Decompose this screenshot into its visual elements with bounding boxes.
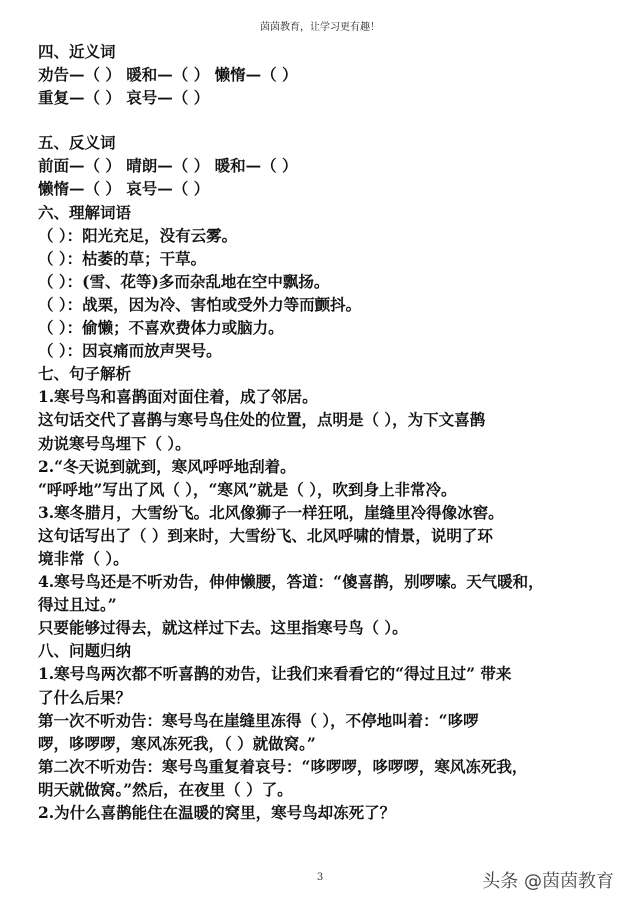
text-line: 啰，哆啰啰，寒风冻死我，（ ）就做窝。”: [38, 733, 316, 753]
text-line: 劝说寒号鸟埋下（ ）。: [38, 433, 191, 453]
text-line: 2.为什么喜鹊能住在温暖的窝里，寒号鸟却冻死了？: [38, 803, 396, 822]
text-line: （ ）：阳光充足，没有云雾。: [38, 225, 238, 245]
text-line: 明天就做窝。”然后，在夜里（ ）了。: [38, 779, 293, 799]
text-line: 懒惰—（ ） 哀号—（ ）: [38, 179, 210, 199]
watermark: 头条 @茵茵教育: [482, 871, 614, 892]
text-line: 五、反义词: [38, 133, 116, 153]
text-line: 八、问题归纳: [38, 641, 132, 661]
text-line: 4.寒号鸟还是不听劝告，伸伸懒腰，答道：“傻喜鹊，别啰嗦。天气暖和，: [38, 572, 544, 592]
text-line: 第二次不听劝告：寒号鸟重复着哀号：“哆啰啰，哆啰啰，寒风冻死我，: [38, 756, 528, 776]
text-line: 这句话写出了（ ）到来时，大雪纷飞、北风呼啸的情景，说明了环: [38, 525, 493, 545]
text-line: 1.寒号鸟两次都不听喜鹊的劝告，让我们来看看它的“得过且过” 带来: [38, 664, 512, 684]
text-line: 只要能够过得去，就这样过下去。这里指寒号鸟（ ）。: [38, 618, 408, 638]
text-line: 1.寒号鸟和喜鹊面对面住着，成了邻居。: [38, 387, 318, 407]
text-line: 境非常（ ）。: [38, 548, 129, 568]
worksheet-content: [38, 40, 610, 824]
text-line: 2.“冬天说到就到，寒风呼呼地刮着。: [38, 456, 296, 476]
text-line: 七、句子解析: [38, 364, 132, 384]
text-line: 了什么后果？: [38, 687, 132, 707]
text-line: 劝告—（ ） 暖和—（ ） 懒惰—（ ）: [38, 65, 298, 85]
text-line: （ ）：偷懒；不喜欢费体力或脑力。: [38, 318, 284, 338]
text-line: （ ）：枯萎的草；干草。: [38, 248, 207, 268]
page-number: 3: [316, 872, 324, 883]
text-line: 第一次不听劝告：寒号鸟在崖缝里冻得（ ），不停地叫着：“哆啰: [38, 710, 479, 730]
text-line: 3.寒冬腊月，大雪纷飞。北风像狮子一样狂吼，崖缝里冷得像冰窖。: [38, 502, 504, 522]
text-line: 前面—（ ） 晴朗—（ ） 暖和—（ ）: [38, 156, 298, 176]
text-line: （ ）：(雪、花等)多而杂乱地在空中飘扬。: [38, 271, 330, 291]
text-line: （ ）：战栗，因为冷、害怕或受外力等而颤抖。: [38, 294, 362, 314]
text-line: 重复—（ ） 哀号—（ ）: [38, 88, 210, 108]
text-line: 六、理解词语: [38, 202, 132, 222]
spacer: [38, 109, 610, 131]
text-line: （ ）：因哀痛而放声哭号。: [38, 341, 222, 361]
text-line: “呼呼地”写出了风（ ），“寒风”就是（ ），吹到身上非常冷。: [38, 479, 457, 499]
page-header: 茵茵教育，让学习更有趣！: [260, 22, 380, 33]
text-line: 得过且过。”: [38, 595, 117, 615]
text-line: 这句话交代了喜鹊与寒号鸟住处的位置，点明是（ ），为下文喜鹊: [38, 410, 486, 430]
text-line: 四、近义词: [38, 42, 116, 61]
